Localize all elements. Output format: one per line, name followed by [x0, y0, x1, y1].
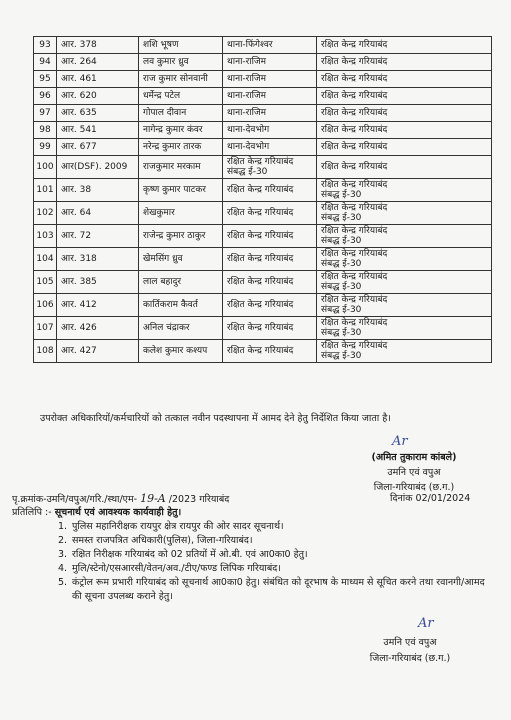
- regd-number-cell: आर. 426: [57, 317, 139, 340]
- list-item: [58, 576, 488, 604]
- regd-number-cell: आर. 412: [57, 294, 139, 317]
- new-posting-cell-line2: संबद्ध ई-30: [321, 259, 362, 269]
- new-posting-cell: [317, 54, 492, 71]
- list-item-number: 3.: [58, 549, 68, 560]
- new-posting-cell-line1: रक्षित केन्द्र गरियाबंद: [321, 57, 388, 67]
- reference-date: दिनांक 02/01/2024: [390, 493, 471, 504]
- signature-block-secondary: [350, 635, 470, 667]
- serial-number-cell: 96: [34, 88, 57, 105]
- officer-name: (अमित तुकाराम कांबले): [371, 452, 457, 463]
- regd-number-cell: आर. 318: [57, 248, 139, 271]
- current-posting-cell: [223, 248, 317, 271]
- copy-to-list: [58, 520, 488, 604]
- current-posting-cell: [223, 156, 317, 179]
- list-item-number: 1.: [58, 521, 68, 532]
- serial-number-cell: 98: [34, 122, 57, 139]
- signature-initials-copy: Ar: [418, 616, 434, 631]
- list-item: [58, 534, 488, 548]
- dispatch-number: 19-A: [140, 492, 166, 505]
- table-row: [34, 225, 492, 248]
- current-posting-cell-line2: संबद्ध ई-30: [227, 167, 268, 177]
- list-item-number: 2.: [58, 535, 68, 546]
- current-posting-cell: [223, 37, 317, 54]
- table-row: [34, 202, 492, 225]
- new-posting-cell-line1: रक्षित केन्द्र गरियाबंद: [321, 108, 388, 118]
- list-item-text: पुलिस महानिरीक्षक रायपुर क्षेत्र रायपुर की ओर सादर सूचनार्थ।: [72, 521, 284, 532]
- new-posting-cell-line2: संबद्ध ई-30: [321, 213, 362, 223]
- employee-name-cell: अनिल चंद्राकर: [139, 317, 223, 340]
- current-posting-cell-line1: रक्षित केन्द्र गरियाबंद: [227, 157, 294, 167]
- new-posting-cell: [317, 139, 492, 156]
- current-posting-cell: [223, 340, 317, 363]
- new-posting-cell-line1: रक्षित केन्द्र गरियाबंद: [321, 125, 388, 135]
- transfer-table: [33, 36, 492, 363]
- new-posting-cell-line2: संबद्ध ई-30: [321, 236, 362, 246]
- new-posting-cell: [317, 202, 492, 225]
- new-posting-cell: [317, 294, 492, 317]
- serial-number-cell: 107: [34, 317, 57, 340]
- current-posting-cell: [223, 317, 317, 340]
- regd-number-cell: आर. 677: [57, 139, 139, 156]
- employee-name-cell: नरेन्द्र कुमार तारक: [139, 139, 223, 156]
- current-posting-cell-line1: रक्षित केन्द्र गरियाबंद: [227, 346, 294, 356]
- signature-block-primary: [344, 450, 484, 495]
- new-posting-cell-line1: रक्षित केन्द्र गरियाबंद: [321, 162, 388, 172]
- employee-name-cell: कार्तिकराम कैवर्त: [139, 294, 223, 317]
- table-row: [34, 294, 492, 317]
- current-posting-cell-line1: रक्षित केन्द्र गरियाबंद: [227, 208, 294, 218]
- new-posting-cell-line1: रक्षित केन्द्र गरियाबंद: [321, 180, 388, 190]
- new-posting-cell-line1: रक्षित केन्द्र गरियाबंद: [321, 40, 388, 50]
- current-posting-cell-line1: रक्षित केन्द्र गरियाबंद: [227, 277, 294, 287]
- employee-name-cell: राजकुमार मरकाम: [139, 156, 223, 179]
- new-posting-cell: [317, 156, 492, 179]
- current-posting-cell-line1: रक्षित केन्द्र गरियाबंद: [227, 254, 294, 264]
- new-posting-cell-line1: रक्षित केन्द्र गरियाबंद: [321, 249, 388, 259]
- officer-district: जिला-गरियाबंद (छ.ग.): [373, 482, 455, 493]
- list-item-text: समस्त राजपत्रित अधिकारी(पुलिस), जिला-गरियाबंद।: [72, 535, 253, 546]
- serial-number-cell: 103: [34, 225, 57, 248]
- regd-number-cell: आर. 385: [57, 271, 139, 294]
- serial-number-cell: 100: [34, 156, 57, 179]
- current-posting-cell: [223, 54, 317, 71]
- employee-name-cell: लव कुमार ध्रुव: [139, 54, 223, 71]
- list-item-number: 5.: [58, 577, 68, 588]
- officer-designation-copy: उमनि एवं वपुअ: [383, 637, 437, 648]
- employee-name-cell: शशि भूषण: [139, 37, 223, 54]
- list-item-text: कंट्रोल रूम प्रभारी गरियाबंद को सूचनार्थ आ0का0 हेतु। संबंधित को दूरभाष के माध्यम से सूचित करने तथा रवानगी/आमद की सूचना उपलब्ध कराने हेतु।: [72, 577, 485, 602]
- regd-number-cell: आर. 427: [57, 340, 139, 363]
- current-posting-cell: [223, 202, 317, 225]
- current-posting-cell: [223, 122, 317, 139]
- list-item: [58, 548, 488, 562]
- table-row: [34, 317, 492, 340]
- serial-number-cell: 94: [34, 54, 57, 71]
- copy-to-purpose: सूचनार्थ एवं आवश्यक कार्यवाही हेतु।: [54, 507, 182, 518]
- reference-suffix: /2023 गरियाबंद: [168, 494, 230, 505]
- current-posting-cell-line1: थाना-राजिम: [227, 108, 267, 118]
- regd-number-cell: आर. 635: [57, 105, 139, 122]
- new-posting-cell-line2: संबद्ध ई-30: [321, 305, 362, 315]
- table-body: [34, 37, 492, 363]
- serial-number-cell: 102: [34, 202, 57, 225]
- serial-number-cell: 104: [34, 248, 57, 271]
- serial-number-cell: 105: [34, 271, 57, 294]
- new-posting-cell-line1: रक्षित केन्द्र गरियाबंद: [321, 203, 388, 213]
- current-posting-cell: [223, 225, 317, 248]
- current-posting-cell: [223, 294, 317, 317]
- current-posting-cell-line1: रक्षित केन्द्र गरियाबंद: [227, 185, 294, 195]
- table-row: [34, 37, 492, 54]
- new-posting-cell-line1: रक्षित केन्द्र गरियाबंद: [321, 91, 388, 101]
- table-row: [34, 54, 492, 71]
- regd-number-cell: आर. 378: [57, 37, 139, 54]
- table-row: [34, 156, 492, 179]
- current-posting-cell-line1: थाना-राजिम: [227, 57, 267, 67]
- new-posting-cell-line1: रक्षित केन्द्र गरियाबंद: [321, 226, 388, 236]
- instruction-note: उपरोक्त अधिकारियों/कर्मचारियों को तत्काल नवीन पदस्थापना में आमद देने हेतु निर्देशित किया जाता है।: [40, 413, 391, 424]
- current-posting-cell-line1: थाना-राजिम: [227, 74, 267, 84]
- reference-line: [12, 492, 492, 506]
- table-row: [34, 340, 492, 363]
- new-posting-cell: [317, 225, 492, 248]
- regd-number-cell: आर. 461: [57, 71, 139, 88]
- table-row: [34, 139, 492, 156]
- current-posting-cell-line1: थाना-देवभोग: [227, 125, 270, 135]
- employee-name-cell: नागेन्द्र कुमार कंवर: [139, 122, 223, 139]
- officer-designation: उमनि एवं वपुअ: [387, 467, 441, 478]
- copy-to-label: प्रतिलिपि :-: [12, 507, 52, 518]
- table-row: [34, 105, 492, 122]
- new-posting-cell-line1: रक्षित केन्द्र गरियाबंद: [321, 142, 388, 152]
- new-posting-cell-line2: संबद्ध ई-30: [321, 190, 362, 200]
- copy-to-heading: [12, 506, 181, 519]
- officer-district-copy: जिला-गरियाबंद (छ.ग.): [369, 653, 451, 664]
- employee-name-cell: कृष्ण कुमार पाटकर: [139, 179, 223, 202]
- employee-name-cell: कलेश कुमार कश्यप: [139, 340, 223, 363]
- new-posting-cell: [317, 179, 492, 202]
- current-posting-cell-line1: रक्षित केन्द्र गरियाबंद: [227, 300, 294, 310]
- employee-name-cell: धर्मेन्द्र पटेल: [139, 88, 223, 105]
- new-posting-cell: [317, 317, 492, 340]
- current-posting-cell: [223, 179, 317, 202]
- employee-name-cell: राज कुमार सोनवानी: [139, 71, 223, 88]
- new-posting-cell-line1: रक्षित केन्द्र गरियाबंद: [321, 318, 388, 328]
- regd-number-cell: आर. 264: [57, 54, 139, 71]
- employee-name-cell: गोपाल दीवान: [139, 105, 223, 122]
- regd-number-cell: आर. 72: [57, 225, 139, 248]
- new-posting-cell-line2: संबद्ध ई-30: [321, 351, 362, 361]
- new-posting-cell: [317, 37, 492, 54]
- list-item-text: मुलि/स्टेनो/एसआरसी/वेतन/अव./टीए/फण्ड लिपिक गरियाबंद।: [72, 563, 281, 574]
- serial-number-cell: 93: [34, 37, 57, 54]
- current-posting-cell-line1: रक्षित केन्द्र गरियाबंद: [227, 323, 294, 333]
- employee-name-cell: लाल बहादुर: [139, 271, 223, 294]
- employee-name-cell: राजेन्द्र कुमार ठाकुर: [139, 225, 223, 248]
- current-posting-cell-line1: थाना-फिंगेश्वर: [227, 40, 273, 50]
- new-posting-cell-line1: रक्षित केन्द्र गरियाबंद: [321, 341, 388, 351]
- current-posting-cell: [223, 105, 317, 122]
- current-posting-cell: [223, 271, 317, 294]
- table-row: [34, 248, 492, 271]
- current-posting-cell: [223, 139, 317, 156]
- reference-prefix: पृ.क्रमांक-उमनि/वपुअ/गरि./स्था/एम-: [12, 494, 138, 505]
- serial-number-cell: 99: [34, 139, 57, 156]
- new-posting-cell: [317, 88, 492, 105]
- list-item-number: 4.: [58, 563, 68, 574]
- table-row: [34, 179, 492, 202]
- current-posting-cell-line1: थाना-राजिम: [227, 91, 267, 101]
- serial-number-cell: 106: [34, 294, 57, 317]
- new-posting-cell: [317, 340, 492, 363]
- signature-initials: Ar: [392, 434, 408, 449]
- regd-number-cell: आर. 38: [57, 179, 139, 202]
- regd-number-cell: आर. 620: [57, 88, 139, 105]
- new-posting-cell: [317, 248, 492, 271]
- serial-number-cell: 97: [34, 105, 57, 122]
- new-posting-cell-line1: रक्षित केन्द्र गरियाबंद: [321, 74, 388, 84]
- serial-number-cell: 108: [34, 340, 57, 363]
- new-posting-cell: [317, 71, 492, 88]
- employee-name-cell: खेमसिंग ध्रुव: [139, 248, 223, 271]
- new-posting-cell: [317, 271, 492, 294]
- list-item: [58, 520, 488, 534]
- regd-number-cell: आर. 541: [57, 122, 139, 139]
- serial-number-cell: 101: [34, 179, 57, 202]
- table-row: [34, 88, 492, 105]
- current-posting-cell: [223, 71, 317, 88]
- new-posting-cell-line2: संबद्ध ई-30: [321, 282, 362, 292]
- current-posting-cell-line1: रक्षित केन्द्र गरियाबंद: [227, 231, 294, 241]
- list-item-text: रक्षित निरीक्षक गरियाबंद को 02 प्रतियों में ओ.बी. एवं आ0का0 हेतु।: [72, 549, 308, 560]
- table-row: [34, 71, 492, 88]
- new-posting-cell-line1: रक्षित केन्द्र गरियाबंद: [321, 295, 388, 305]
- new-posting-cell-line2: संबद्ध ई-30: [321, 328, 362, 338]
- table-row: [34, 122, 492, 139]
- regd-number-cell: आर(DSF). 2009: [57, 156, 139, 179]
- current-posting-cell: [223, 88, 317, 105]
- regd-number-cell: आर. 64: [57, 202, 139, 225]
- new-posting-cell-line1: रक्षित केन्द्र गरियाबंद: [321, 272, 388, 282]
- employee-name-cell: शेखकुमार: [139, 202, 223, 225]
- list-item: [58, 562, 488, 576]
- new-posting-cell: [317, 122, 492, 139]
- current-posting-cell-line1: थाना-देवभोग: [227, 142, 270, 152]
- table-row: [34, 271, 492, 294]
- serial-number-cell: 95: [34, 71, 57, 88]
- new-posting-cell: [317, 105, 492, 122]
